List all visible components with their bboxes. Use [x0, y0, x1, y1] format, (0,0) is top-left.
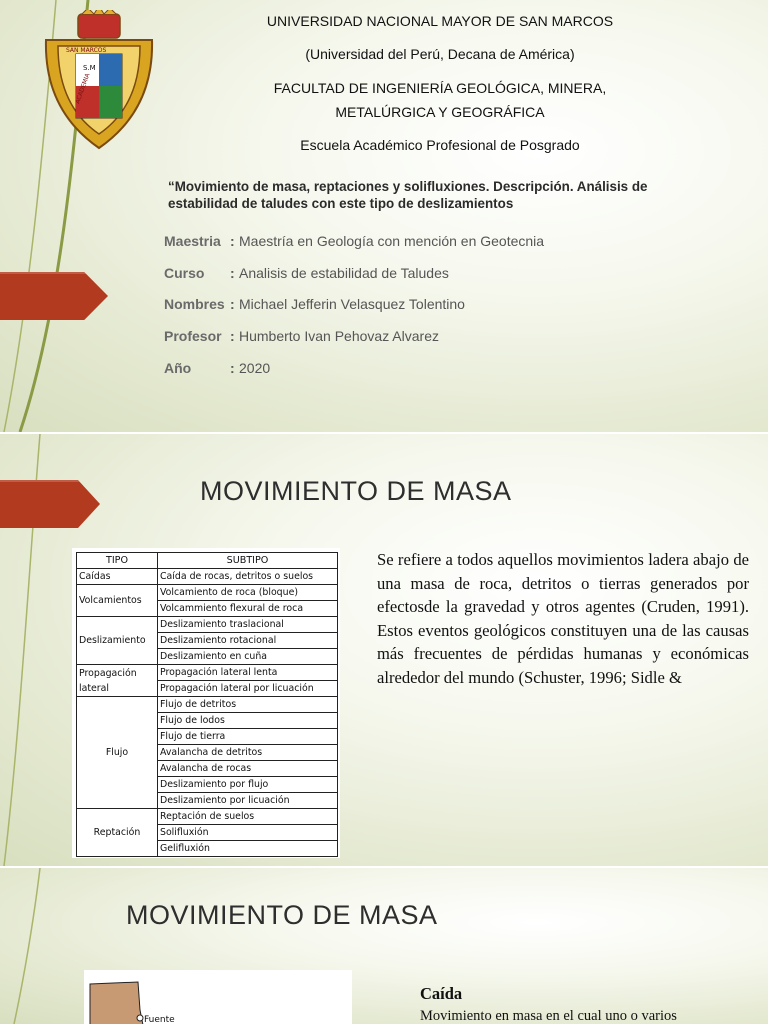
info-label: Curso	[164, 265, 205, 281]
subtipo-cell: Propagación lateral lenta	[158, 665, 338, 681]
subtipo-cell: Deslizamiento por licuación	[158, 793, 338, 809]
column-header: TIPO	[77, 553, 158, 569]
tipo-cell: Volcamientos	[77, 585, 158, 617]
info-colon: :	[230, 296, 235, 312]
subtipo-cell: Deslizamiento en cuña	[158, 649, 338, 665]
tipo-cell: Flujo	[77, 697, 158, 809]
slide-mass-movement-table	[0, 434, 768, 866]
slide-mass-movement-fall	[0, 868, 768, 1024]
subtipo-cell: Solifluxión	[158, 825, 338, 841]
tipo-cell: Caídas	[77, 569, 158, 585]
slide-title-page	[0, 0, 768, 432]
info-colon: :	[230, 360, 235, 376]
table-row	[77, 809, 338, 825]
subtipo-cell: Gelifluxión	[158, 841, 338, 857]
subtipo-cell: Avalancha de rocas	[158, 761, 338, 777]
subtipo-cell: Deslizamiento por flujo	[158, 777, 338, 793]
subtipo-cell: Deslizamiento traslacional	[158, 617, 338, 633]
subtipo-cell: Propagación lateral por licuación	[158, 681, 338, 697]
header-faculty-line1: FACULTAD DE INGENIERÍA GEOLÓGICA, MINERA,	[273, 80, 607, 96]
mass-movement-table-frame	[72, 548, 340, 858]
fall-diagram-drawing	[84, 970, 352, 1024]
mass-movement-table	[76, 552, 338, 857]
university-crest-icon	[36, 10, 162, 154]
subtipo-cell: Flujo de tierra	[158, 729, 338, 745]
column-header: SUBTIPO	[158, 553, 338, 569]
red-arrow-tab	[0, 480, 100, 528]
info-colon: :	[230, 233, 235, 249]
subtipo-cell: Flujo de lodos	[158, 713, 338, 729]
table-row	[77, 665, 338, 681]
info-label: Maestria	[164, 233, 221, 249]
source-point-icon	[137, 1015, 143, 1021]
header-university: UNIVERSIDAD NACIONAL MAYOR DE SAN MARCOS	[266, 13, 614, 29]
info-label: Nombres	[164, 296, 225, 312]
fall-diagram	[84, 970, 352, 1024]
info-label: Año	[164, 360, 192, 376]
info-label: Profesor	[164, 328, 222, 344]
subtipo-cell: Flujo de detritos	[158, 697, 338, 713]
info-value: Analisis de estabilidad de Taludes	[239, 265, 449, 281]
description-paragraph: Se refiere a todos aquellos movimientos ladera abajo de una masa de roca, detritos o tierras generados por efectosde la gravedad y otros agentes (Cruden, 1991). Estos eventos geológicos constituyen una de las causas más frecuentes de pérdidas humanas y económicas alrededor del mundo (Schuster, 1996; Sidle &	[377, 550, 749, 687]
crest-top-text: SAN MARCOS	[66, 47, 107, 54]
subtipo-cell: Volcammiento flexural de roca	[158, 601, 338, 617]
thesis-title: “Movimiento de masa, reptaciones y solifluxiones. Descripción. Análisis de estabilidad de taludes con este tipo de deslizamientos	[168, 179, 648, 211]
diagram-label-fuente: Fuente	[144, 1015, 175, 1024]
table-row	[77, 617, 338, 633]
header-subtitle: (Universidad del Perú, Decana de América)	[305, 46, 575, 62]
tipo-cell: Deslizamiento	[77, 617, 158, 665]
red-arrow-tab	[0, 272, 108, 320]
subtipo-cell: Volcamiento de roca (bloque)	[158, 585, 338, 601]
section-heading-caida: Caída	[420, 984, 463, 1003]
crest-side-text: ACADEMIA	[74, 72, 92, 105]
info-colon: :	[230, 328, 235, 344]
table-row	[77, 697, 338, 713]
info-value: Humberto Ivan Pehovaz Alvarez	[239, 328, 439, 344]
subtipo-cell: Caída de rocas, detritos o suelos	[158, 569, 338, 585]
table-header-row	[77, 553, 338, 569]
section-text: Movimiento en masa en el cual uno o varios	[420, 1008, 677, 1024]
tipo-cell: Propagación lateral	[77, 665, 158, 697]
info-colon: :	[230, 265, 235, 281]
subtipo-cell: Reptación de suelos	[158, 809, 338, 825]
table-row	[77, 585, 338, 601]
crest-sm-text: S.M	[83, 64, 96, 72]
info-value: Maestría en Geología con mención en Geotecnia	[239, 233, 545, 249]
slide-title: MOVIMIENTO DE MASA	[200, 476, 512, 506]
tipo-cell: Reptación	[77, 809, 158, 857]
header-faculty-line2: METALÚRGICA Y GEOGRÁFICA	[335, 104, 545, 120]
subtipo-cell: Deslizamiento rotacional	[158, 633, 338, 649]
header-school: Escuela Académico Profesional de Posgrado	[300, 137, 580, 153]
info-value: Michael Jefferin Velasquez Tolentino	[239, 296, 465, 312]
slide-title: MOVIMIENTO DE MASA	[126, 900, 438, 930]
subtipo-cell: Avalancha de detritos	[158, 745, 338, 761]
info-value: 2020	[239, 360, 271, 376]
table-row	[77, 569, 338, 585]
